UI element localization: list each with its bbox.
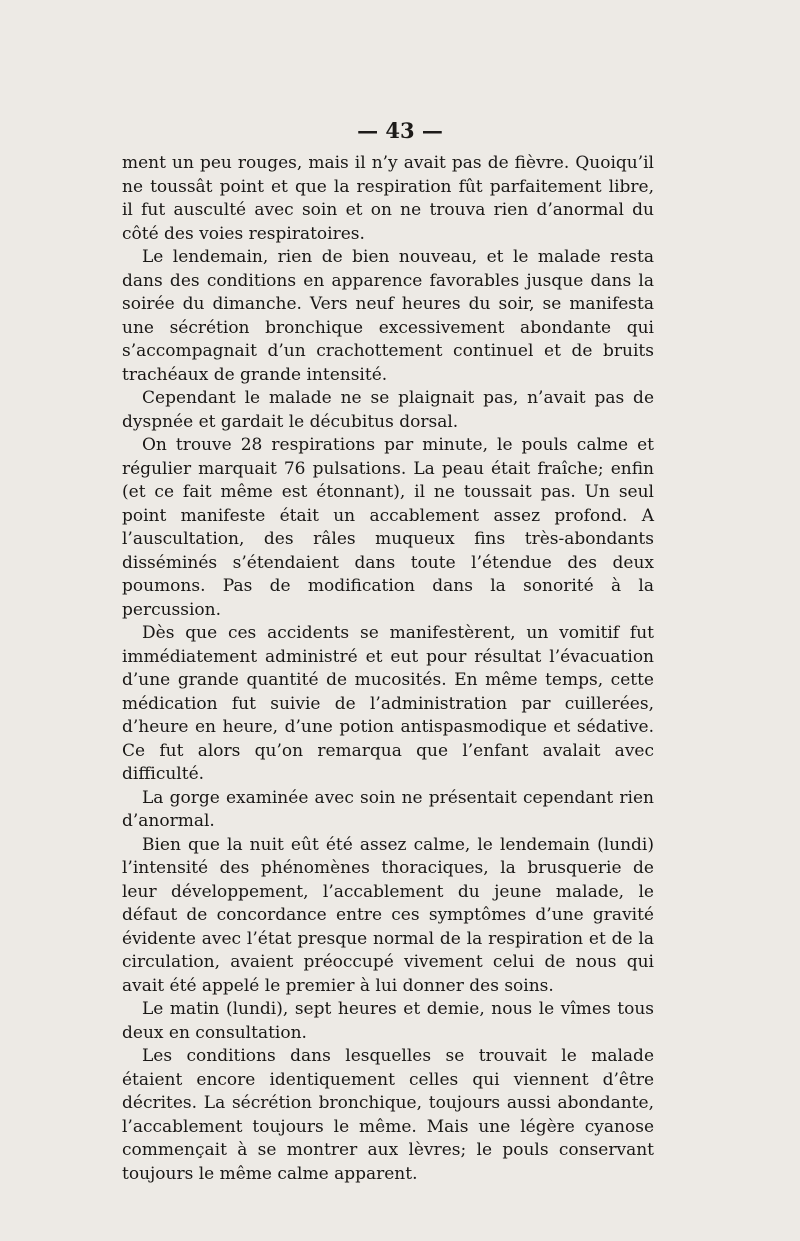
body-text [122, 152, 654, 1186]
paragraph: Le matin (lundi), sept heures et demie, nous le vîmes tous deux en consultation. [122, 999, 654, 1043]
page-number: — 43 — [357, 118, 443, 143]
paragraph: Le lendemain, rien de bien nouveau, et le malade resta dans des conditions en apparence favorables jusque dans la soirée du dimanche. Vers neuf heures du soir, se manifesta une sécrétion bronchique excessivement abondante qui s’accompagnait d’un crachottement continuel et de bruits trachéaux de grande intensité. [122, 247, 654, 385]
paragraph: Dès que ces accidents se manifestèrent, un vomitif fut immédiatement administré et eut pour résultat l’évacuation d’une grande quantité de mucosités. En même temps, cette médication fut suivie de l’administration par cuillerées, d’heure en heure, d’une potion antispasmodique et sédative. Ce fut alors qu’on remarqua que l’enfant avalait avec difficulté. [122, 623, 654, 784]
paragraph: On trouve 28 respirations par minute, le pouls calme et régulier marquait 76 pulsations. La peau était fraîche; enfin (et ce fait même est étonnant), il ne toussait pas. Un seul point manifeste était un accablement assez profond. A l’auscultation, des râles muqueux fins très-abondants disséminés s’étendaient dans toute l’étendue des deux poumons. Pas de modification dans la sonorité à la percussion. [122, 435, 654, 620]
paragraph: Les conditions dans lesquelles se trouvait le malade étaient encore identiquement celles qui viennent d’être décrites. La sécrétion bronchique, toujours aussi abondante, l’accablement toujours le même. Mais une légère cyanose commençait à se montrer aux lèvres; le pouls conservant toujours le même calme apparent. [122, 1046, 654, 1184]
paragraph: ment un peu rouges, mais il n’y avait pas de fièvre. Quoiqu’il ne toussât point et que la respiration fût parfaitement libre, il fut ausculté avec soin et on ne trouva rien d’anormal du côté des voies respiratoires. [122, 153, 654, 244]
paragraph: Cependant le malade ne se plaignait pas, n’avait pas de dyspnée et gardait le décubitus dorsal. [122, 388, 654, 432]
paragraph: La gorge examinée avec soin ne présentait cependant rien d’anormal. [122, 787, 654, 831]
paragraph: Bien que la nuit eût été assez calme, le lendemain (lundi) l’intensité des phénomènes thoraciques, la brusquerie de leur développement, l’accablement du jeune malade, le défaut de concordance entre ces symptômes d’une gravité évidente avec l’état presque normal de la respiration et de la circulation, avaient préoccupé vivement celui de nous qui avait été appelé le premier à lui donner des soins. [122, 834, 654, 996]
